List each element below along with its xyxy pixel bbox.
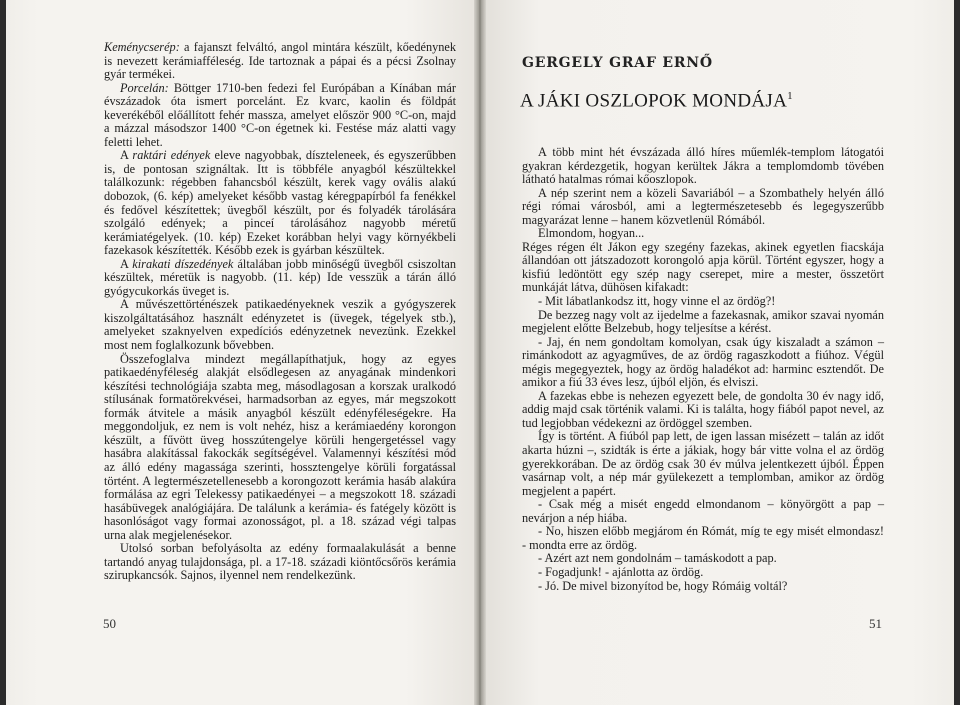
right-page-body	[522, 146, 884, 593]
dialogue-line: - Mit lábatlankodsz itt, hogy vinne el az ördög?!	[538, 294, 776, 309]
story-paragraph: Így is történt. A fiúból pap lett, de igen lassan misézett – talán az időt akarta húzni –, szidták is érte a jákiak, hogy bár vitte volna el az ördög gyerekkorában. De az ördög csak 30 év múlva jelentkezett újból. Éppen vasárnap volt, a nép már gyülekezett a templomban, amikor az ördög megjelent a papért.	[522, 429, 884, 498]
story-paragraph: Réges régen élt Jákon egy szegény fazekas, akinek egyetlen fiacskája állandóan ott játszadozott korongoló apja körül. Történt egyszer, hogy a kisfiú ledöntött egy szép nagy cserepet, mire a mester, összetört munkáját látva, dühösen kifakadt:	[522, 239, 884, 295]
dialogue-line: - No, hiszen előbb megjárom én Rómát, míg te egy misét elmondasz! - mondta erre az ördög.	[522, 524, 884, 552]
paragraph-text: A művészettörténészek patikaedényeknek veszik a gyógyszerek kiszolgáltatásához használt edényzetet is (üvegek, tégelyek stb.), amelyeket szaknyelven expedíciós edényzetnek nevezünk. Ezekkel most nem foglalkozunk bővebben.	[104, 297, 456, 353]
right-edge-shadow	[954, 0, 960, 705]
chapter-title-text: A JÁKI OSZLOPOK MONDÁJA	[520, 90, 788, 112]
dialogue-line: - Azért azt nem gondolnám – tamáskodott a pap.	[538, 551, 777, 566]
paragraph-utolso	[104, 542, 456, 583]
paragraph-porcelan	[104, 82, 456, 150]
dialogue-line: - Csak még a misét engedd elmondanom – könyörgött a pap – nevárjon a nép hiába.	[522, 497, 884, 525]
term: raktári edények	[132, 148, 211, 163]
dialogue-line: - Fogadjunk! - ajánlotta az ördög.	[538, 564, 704, 579]
paragraph-expedicios	[104, 298, 456, 352]
author-name: GERGELY GRAF ERNŐ	[522, 55, 713, 71]
paragraph-text: általában jobb minőségű üvegből csiszoltan készültek, méretük is nagyobb. (11. kép) Ide vesszük a tárán álló gyógycukorkás üveget is.	[104, 256, 456, 298]
paragraph-kirakati	[104, 258, 456, 299]
story-paragraph: De bezzeg nagy volt az ijedelme a fazekasnak, amikor szavai nyomán megjelent előtte Belzebub, hogy teljesítse a kérést.	[522, 307, 884, 336]
dialogue-line: - Jaj, én nem gondoltam komolyan, csak úgy kiszaladt a számon – rimánkodott az agyagműves, de az ördög ragaszkodott a fiúhoz. Végül mégis megegyeztek, hogy az ördög haladékot ad: harminc esztendőt. De amikor a fiú 33 éves lesz, újból eljön, és elviszi.	[522, 334, 884, 390]
paragraph-osszefoglalva	[104, 353, 456, 543]
lead: A	[120, 256, 133, 271]
paragraph-text: Böttger 1710-ben fedezi fel Európában a Kínában már évszázadok óta ismert porcelánt. Ez kvarc, kaolin és földpát keverékéből előállított fehér massza, amelyet először 900 °C-on, majd a mázzal másodszor 1400 °C-on égetnek ki. Festése máz alatti vagy feletti lehet.	[104, 80, 456, 149]
paragraph-text: a fajanszt felváltó, angol mintára készült, kőedénynek is nevezett kerámiafféleség. Ide tartoznak a pápai és a pécsi Zsolnay gyár termékei.	[104, 40, 456, 82]
paragraph-text: Összefoglalva mindezt megállapíthatjuk, hogy az egyes patikaedényféleség alakját elsődlegesen az anyagának mindenkori készítési technológiája szabta meg, másodlagosan a korszak uralkodó stílusának formatörekvései, harmadsorban az egyes, már megszokott formák átvitele a másik anyagból készült edényféleségekre. Ha meggondoljuk, ez nem is volt nehéz, hisz a kerámiaedény korongon készült, a fűvött üveg hosszútengelye körüli hengergetéssel vagy hasábra alakítással fakockák segítségével. Valamennyi készítési mód az álló edény magassága szerinti, hossztengelye körüli forgatással történt. A legtermészetellenesebb a korongozott kerámia hasáb alakúra formálása az egri Telekessy patikaedényei – a megszokott 18. századi hasábüvegek analógiájára. De találunk a kerámia- és fatégely között is hasonlóságot vagy formai azonosságot, pl. a 18. század végi talpas urna alak megjelenésekor.	[104, 351, 456, 542]
chapter-title	[520, 90, 793, 112]
page-number-right: 51	[869, 616, 882, 631]
term: Porcelán:	[120, 80, 169, 95]
story-paragraph: A több mint hét évszázada álló híres műemlék-templom látogatói gyakran kérdezgetik, hogyan kerültek Jákra a templomdomb tövében látható hatalmas római kőoszlopok.	[522, 145, 884, 187]
paragraph-kemenycserep	[104, 41, 456, 82]
lead: A	[120, 148, 133, 163]
page-number-left: 50	[103, 616, 116, 631]
book-gutter	[474, 0, 486, 705]
paragraph-raktari	[104, 149, 456, 257]
left-edge-shadow	[0, 0, 6, 705]
dialogue-line: - Jó. De mivel bizonyítod be, hogy Rómáig voltál?	[538, 578, 788, 593]
paragraph-text: eleve nagyobbak, díszteleneek, és egyszerűbben is, de pontosan szignáltak. Itt is többféle anyagból készültekkel találkozunk: régebben fahancsból készült, kerek vagy ovális alakú dobozok, (6. kép) amelyeket később vastag kéregpapírból fa fenékkel és fedővel készítettek; üvegből készült, por és folyadék tárolására szolgáló edények; a pinceí tárolásához nagyobb méretű kerámiatégelyek. (10. kép) Ezeket korábban helyi vagy környékbeli fazekasok készítették. Később ezek is gyárban készültek.	[104, 148, 457, 258]
footnote-marker: 1	[787, 90, 793, 102]
paragraph-text: Utolsó sorban befolyásolta az edény formaalakulását a benne tartandó anyag tulajdonsága, pl. a 17-18. századi kiöntőcsőrös kerámia szirupkancsók. Sajnos, ilyennel nem rendelkezünk.	[104, 541, 456, 583]
left-page-body	[104, 41, 456, 583]
story-paragraph: A nép szerint nem a közeli Savariából – a Szombathely helyén álló régi római városból, ami a legtermészetesebb és legegyszerűbb magyarázat lenne – hanem közvetlenül Rómából.	[522, 185, 884, 227]
story-paragraph: Elmondom, hogyan...	[538, 226, 645, 241]
story-paragraph: A fazekas ebbe is nehezen egyezett bele, de gondolta 30 év nagy idő, addig majd csak történik valami. Ki is találta, hogy fiából papot nevel, az tud legjobban védekezni az ördöggel szemben.	[522, 388, 884, 430]
term: Keménycserép:	[104, 40, 180, 54]
term: kirakati díszedények	[132, 256, 234, 271]
